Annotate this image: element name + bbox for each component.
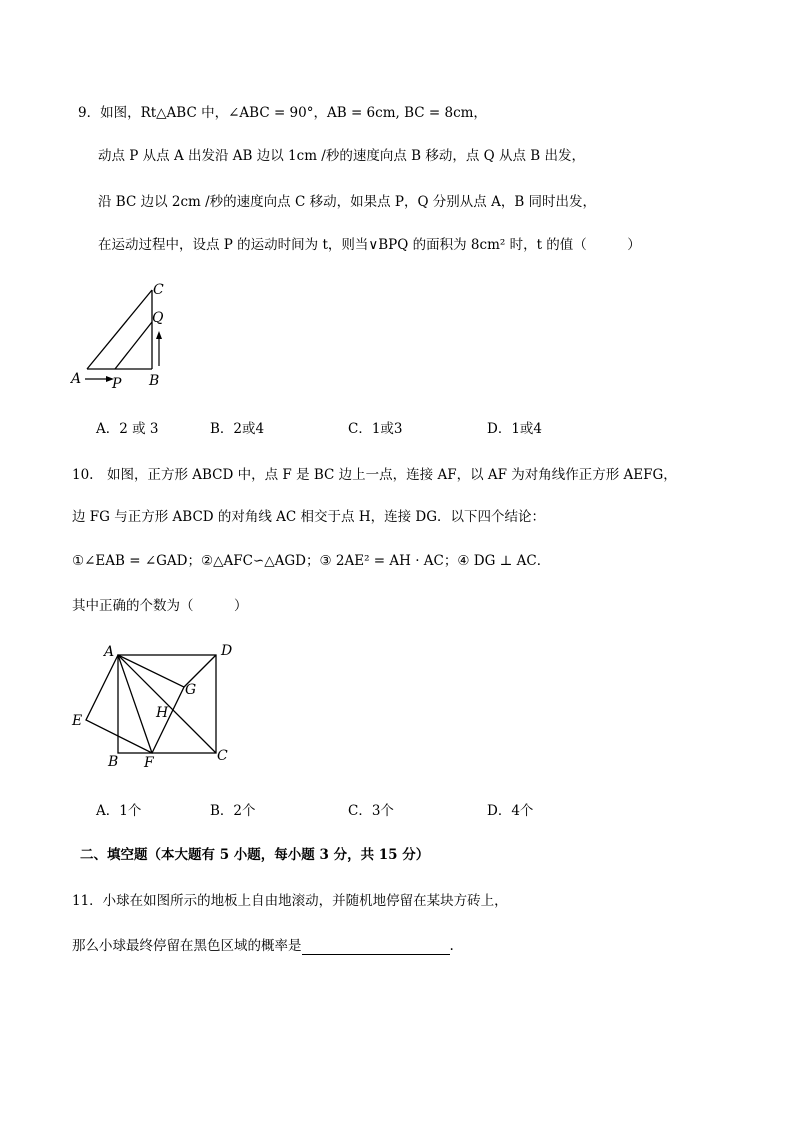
q10-line-4: 其中正确的个数为（ ） — [72, 598, 248, 614]
label-A: A — [104, 644, 115, 660]
q10-line-3: ①∠EAB = ∠GAD；②△AFC∽△AGD；③ 2AE² = AH · AC；④ DG ⊥ AC． — [72, 553, 551, 569]
label-B: B — [108, 754, 119, 770]
q9-line-1: 9．如图，Rt△ABC 中，∠ABC = 90°，AB = 6cm, BC = 8cm， — [78, 105, 487, 121]
q10-option-d: D．4个 — [487, 803, 534, 819]
q11-line-1: 11．小球在如图所示的地板上自由地滚动，并随机地停留在某块方砖上， — [72, 893, 508, 909]
label-A: A — [71, 371, 82, 387]
label-B: B — [149, 373, 160, 389]
q10-square-figure — [64, 638, 244, 774]
q9-option-c: C．1或3 — [348, 421, 403, 437]
answer-blank[interactable] — [302, 940, 450, 955]
q9-line-4: 在运动过程中，设点 P 的运动时间为 t，则当∨BPQ 的面积为 8cm² 时，t 的值（ ） — [98, 237, 641, 253]
q9-option-b: B．2或4 — [210, 421, 265, 437]
q10-option-c: C．3个 — [348, 803, 394, 819]
q11-end-mark: . — [449, 938, 454, 954]
label-C: C — [217, 748, 228, 764]
label-F: F — [144, 755, 154, 771]
q11-line-2-text: 那么小球最终停留在黑色区域的概率是 — [72, 938, 302, 954]
label-E: E — [72, 713, 83, 729]
section-title: 二、填空题（本大题有 5 小题，每小题 3 分，共 15 分） — [80, 847, 430, 863]
q10-line-2: 边 FG 与正方形 ABCD 的对角线 AC 相交于点 H，连接 DG．以下四个结论： — [72, 509, 546, 525]
q10-option-a: A．1个 — [96, 803, 142, 819]
label-D: D — [221, 643, 233, 659]
label-H: H — [156, 705, 169, 721]
label-Q: Q — [152, 310, 164, 326]
q9-option-d: D．1或4 — [487, 421, 543, 437]
label-C: C — [153, 282, 164, 298]
label-G: G — [185, 682, 197, 698]
q9-line-3: 沿 BC 边以 2cm /秒的速度向点 C 移动，如果点 P，Q 分别从点 A，B 同时出发， — [98, 194, 597, 210]
segment-AC — [87, 290, 152, 369]
q10-line-1: 10. 如图，正方形 ABCD 中，点 F 是 BC 边上一点，连接 AF，以 AF 为对角线作正方形 AEFG， — [72, 467, 677, 483]
q10-option-b: B．2个 — [210, 803, 256, 819]
label-P: P — [112, 376, 122, 390]
q9-line-2: 动点 P 从点 A 出发沿 AB 边以 1cm /秒的速度向点 B 移动，点 Q 从点 B 出发， — [98, 148, 585, 164]
q11-line-2 — [72, 937, 454, 955]
arrow-up-icon-head — [156, 331, 162, 339]
q9-option-a: A．2 或 3 — [96, 421, 159, 437]
q9-triangle-figure — [70, 280, 180, 390]
